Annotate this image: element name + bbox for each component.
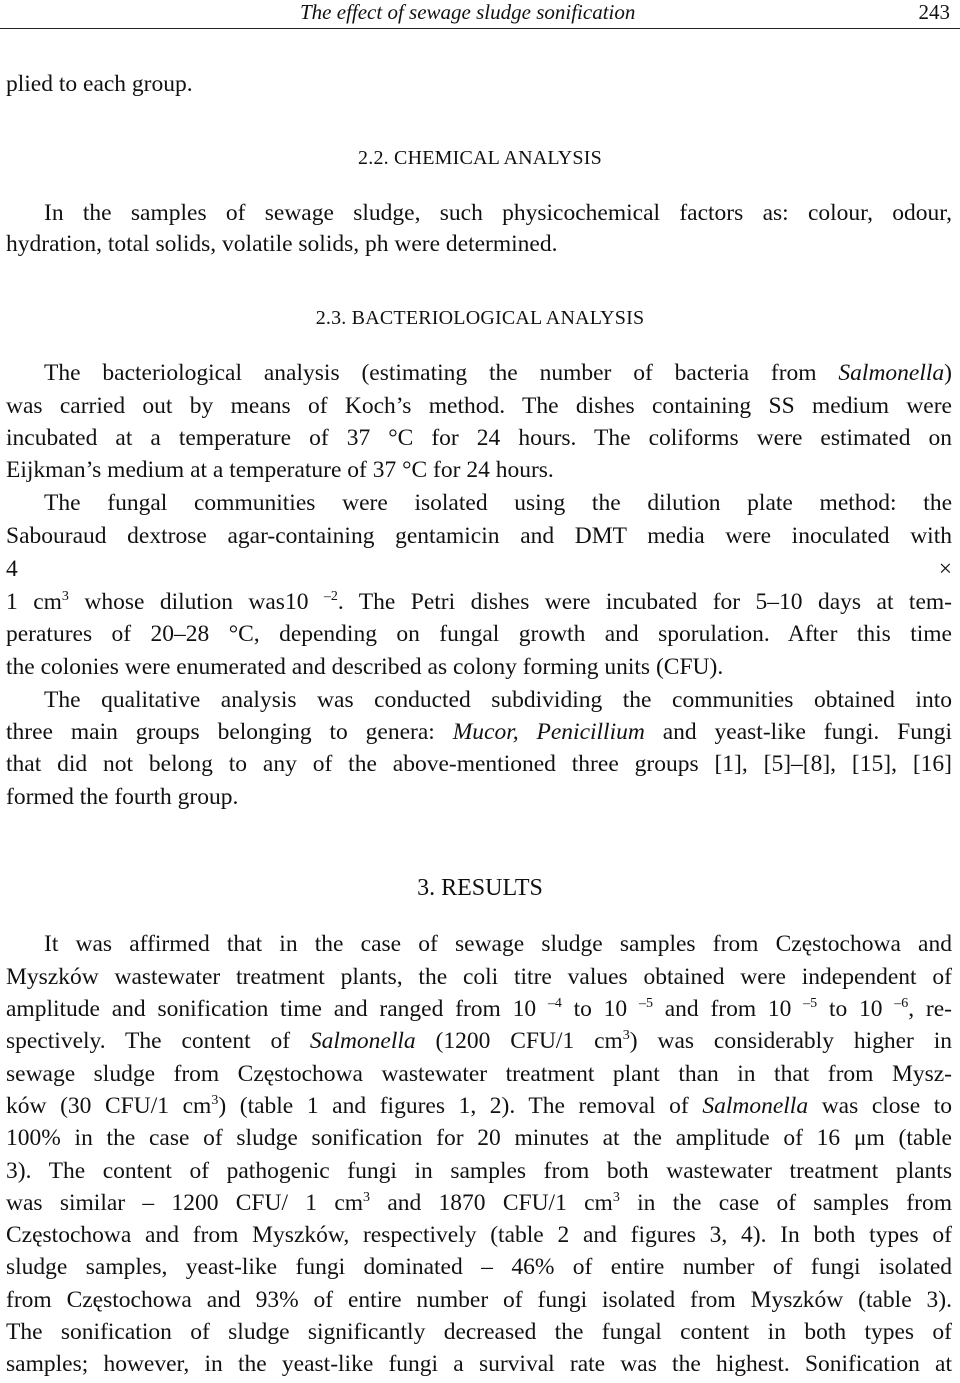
section-heading-results: 3. RESULTS — [417, 875, 543, 901]
text-line: Sabouraud dextrose agar-containing gentamicin and DMT media were inoculated with — [6, 523, 952, 549]
text-line: from Częstochowa and 93% of entire number of fungi isolated from Myszków (table 3). — [6, 1287, 952, 1313]
text-line: 4 × — [6, 556, 952, 582]
text-line: the colonies were enumerated and described as colony forming units (CFU). — [6, 654, 724, 680]
text-line: that did not belong to any of the above-mentioned three groups [1], [5]–[8], [15], [16] — [6, 751, 952, 777]
text-line: 100% in the case of sludge sonification for 20 minutes at the amplitude of 16 μm (table — [6, 1125, 952, 1151]
text-line: formed the fourth group. — [6, 784, 239, 810]
text-line: spectively. The content of Salmonella (1200 CFU/1 $cm^3$) was considerably higher in — [6, 1028, 952, 1054]
running-title: The effect of sewage sludge sonification — [300, 0, 636, 24]
text-line: was carried out by means of Koch’s method. The dishes containing SS medium were — [6, 393, 952, 419]
text-line: plied to each group. — [6, 71, 193, 97]
text-line: amplitude and sonification time and ranged from 10 $^{-4}$ to 10 $^{-5}$ and from 10 $^{-5}$ to 10 $^{-6}$, re- — [6, 996, 953, 1022]
text-line: Myszków wastewater treatment plants, the coli titre values obtained were independent of — [6, 964, 952, 990]
text-line: incubated at a temperature of 37 °C for 24 hours. The coliforms were estimated on — [6, 425, 952, 451]
text-line: In the samples of sewage sludge, such physicochemical factors as: colour, odour, — [44, 200, 952, 226]
text-line: The sonification of sludge significantly decreased the fungal content in both types of — [6, 1319, 952, 1345]
text-line: 1 $cm^3$ whose dilution was10 $^{-2}$. The Petri dishes were incubated for 5–10 days at tem- — [6, 589, 952, 615]
text-line: sewage sludge from Częstochowa wastewater treatment plant than in that from Mysz- — [6, 1061, 952, 1087]
italic-term: Salmonella — [838, 360, 945, 386]
text-line: peratures of 20–28 °C, depending on fungal growth and sporulation. After this time — [6, 621, 952, 647]
page-number: 243 — [918, 0, 950, 24]
running-header — [0, 0, 960, 29]
text-line: was similar – 1200 CFU/ 1 $cm^3$ and 1870 CFU/1 $cm^3$ in the case of samples from — [6, 1190, 952, 1216]
section-heading-chemical-analysis: 2.2. CHEMICAL ANALYSIS — [358, 147, 602, 169]
text-line: The qualitative analysis was conducted subdividing the communities obtained into — [44, 687, 952, 713]
text-line: The fungal communities were isolated using the dilution plate method: the — [44, 490, 952, 516]
text-line: hydration, total solids, volatile solids, ph were determined. — [6, 231, 558, 257]
text-line: samples; however, in the yeast-like fungi a survival rate was the highest. Sonification at — [6, 1351, 952, 1377]
text-line: The bacteriological analysis (estimating the number of bacteria from Salmonella) — [44, 360, 952, 386]
text-line: It was affirmed that in the case of sewage sludge samples from Częstochowa and — [44, 931, 952, 957]
text-line: Częstochowa and from Myszków, respectively (table 2 and figures 3, 4). In both types of — [6, 1222, 952, 1248]
text-line: ków (30 CFU/1 $cm^3$) (table 1 and figures 1, 2). The removal of Salmonella was close to — [6, 1093, 953, 1119]
text-line: Eijkman’s medium at a temperature of 37 °C for 24 hours. — [6, 457, 554, 483]
section-heading-bacteriological-analysis: 2.3. BACTERIOLOGICAL ANALYSIS — [315, 307, 645, 329]
text-line: three main groups belonging to genera: Mucor, Penicillium and yeast-like fungi. Fungi — [6, 719, 953, 745]
text-line: 3). The content of pathogenic fungi in samples from both wastewater treatment plants — [6, 1158, 952, 1184]
text-line: sludge samples, yeast-like fungi dominated – 46% of entire number of fungi isolated — [6, 1254, 952, 1280]
